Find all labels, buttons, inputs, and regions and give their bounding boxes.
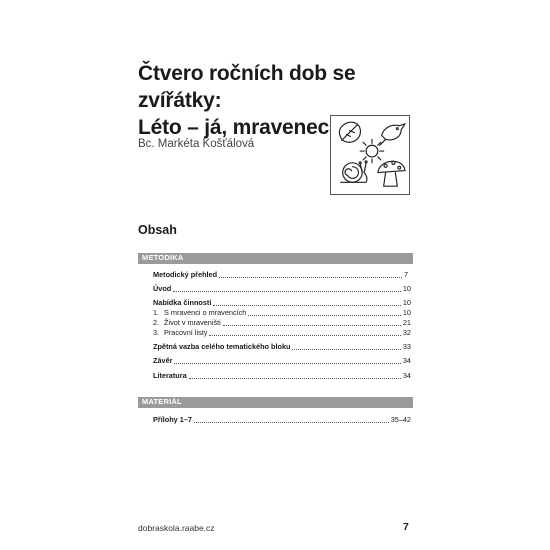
toc-entry-text: Zpětná vazba celého tematického bloku	[153, 342, 291, 351]
mushroom-icon	[378, 161, 405, 186]
toc-leader-dots	[248, 315, 401, 316]
toc-entry-text: Závěr	[153, 356, 173, 365]
toc-leader-dots	[292, 349, 400, 350]
toc-entry-page: 7	[403, 270, 408, 279]
snail-icon	[341, 161, 367, 182]
toc-entry-text: Nabídka činností	[153, 298, 212, 307]
toc-entry-page: 10	[402, 298, 411, 307]
toc-leader-dots	[209, 335, 400, 336]
toc-entry-text: Přílohy 1–7	[153, 415, 192, 424]
toc-entry-text: Pracovní listy	[164, 328, 208, 337]
footer-website: dobraskola.raabe.cz	[138, 523, 215, 533]
section-divider	[138, 407, 413, 408]
toc-entry-text: S mravenci o mravencích	[164, 308, 247, 317]
toc-entry-text: Metodický přehled	[153, 270, 218, 279]
toc-leader-dots	[189, 378, 401, 379]
toc-leader-dots	[174, 363, 400, 364]
toc-entry-uvod[interactable]	[153, 284, 411, 294]
toc-entry-nabidka-cinnosti[interactable]	[153, 298, 411, 308]
footer-page-number: 7	[403, 521, 409, 533]
title-line-1: Čtvero ročních dob se zvířátky:	[138, 62, 356, 112]
seasons-animals-illustration-icon	[330, 115, 410, 195]
toc-leader-dots	[219, 277, 402, 278]
toc-leader-dots	[173, 291, 401, 292]
sun-icon	[360, 139, 383, 162]
section-bar-metodika: METODIKA	[138, 253, 413, 263]
toc-entry-text: Úvod	[153, 284, 172, 293]
author-name: Bc. Markéta Košťálová	[138, 138, 255, 150]
bird-icon	[380, 124, 405, 145]
toc-leader-dots	[194, 422, 389, 423]
toc-entry-text: Literatura	[153, 371, 187, 380]
toc-entry-page: 21	[402, 318, 411, 327]
toc-entry-literatura[interactable]	[153, 371, 411, 381]
toc-entry-page: 33	[402, 342, 411, 351]
toc-entry-number: 3.	[153, 328, 160, 337]
section-divider	[138, 263, 413, 264]
toc-entry-page: 35–42	[390, 415, 411, 424]
title-line-2: Léto – já, mravenec	[138, 116, 330, 139]
contents-heading: Obsah	[138, 223, 177, 237]
toc-entry-number: 2.	[153, 318, 160, 327]
toc-entry-page: 32	[402, 328, 411, 337]
toc-entry-number: 1.	[153, 308, 160, 317]
toc-entry-zivot-v-mravenisti[interactable]	[153, 318, 411, 328]
toc-entry-page: 34	[402, 356, 411, 365]
toc-entry-s-mravenci[interactable]	[153, 308, 411, 318]
toc-entry-zaver[interactable]	[153, 356, 411, 366]
toc-leader-dots	[223, 325, 401, 326]
toc-entry-zpetna-vazba[interactable]	[153, 342, 411, 352]
toc-entry-pracovni-listy[interactable]	[153, 328, 411, 338]
toc-entry-page: 34	[402, 371, 411, 380]
toc-leader-dots	[213, 305, 400, 306]
toc-entry-page: 10	[402, 284, 411, 293]
section-bar-material: MATERIÁL	[138, 397, 413, 407]
toc-entry-prilohy[interactable]	[153, 415, 411, 425]
toc-entry-text: Život v mraveništi	[164, 318, 221, 327]
toc-entry-page: 10	[402, 308, 411, 317]
toc-entry-metodicky-prehled[interactable]	[153, 270, 408, 280]
leaf-icon	[339, 122, 360, 142]
